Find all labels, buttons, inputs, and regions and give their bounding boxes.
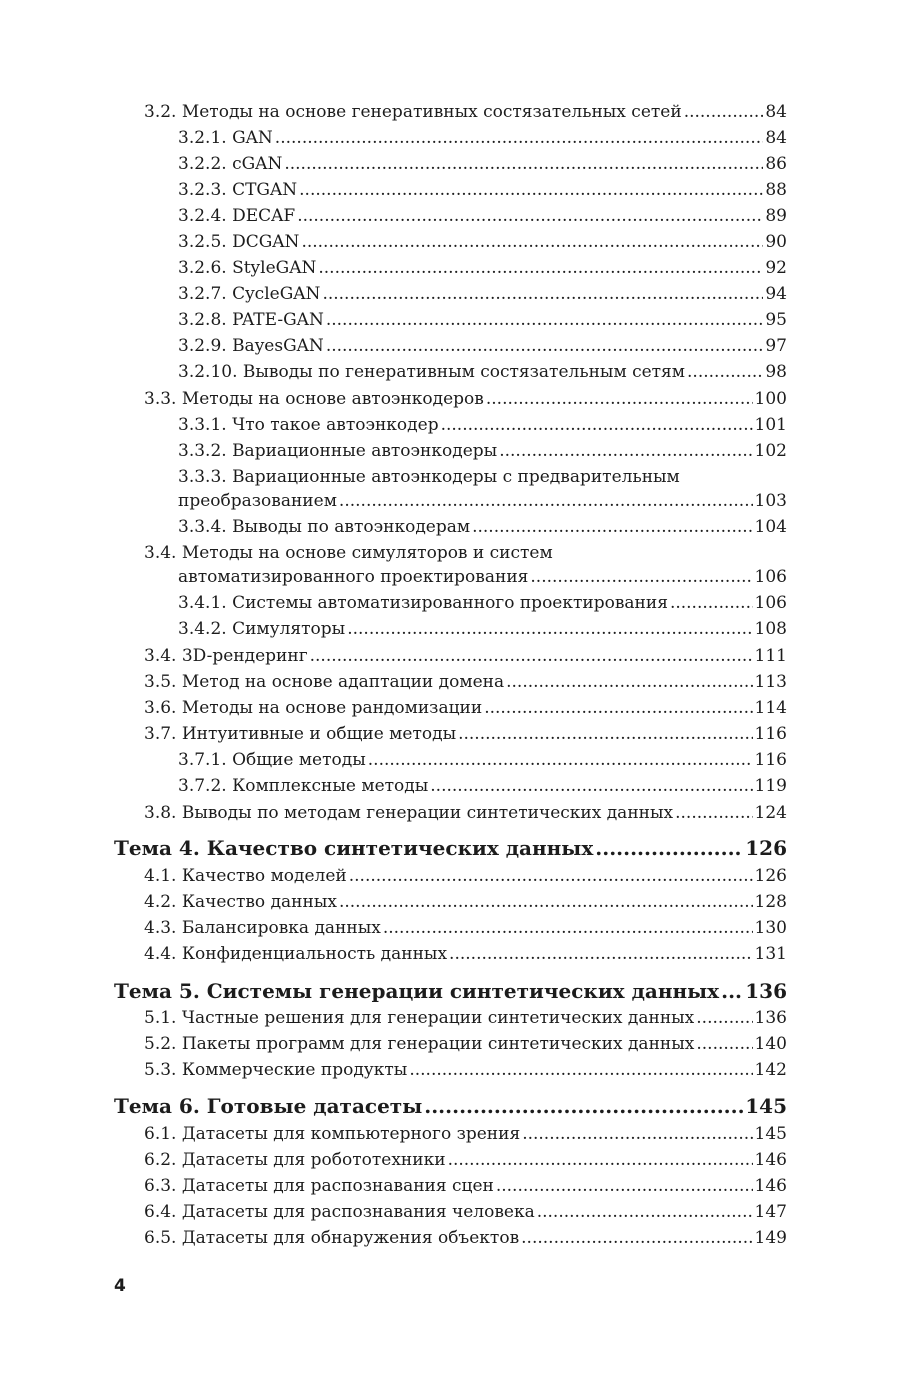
- dot-leader: [275, 126, 764, 150]
- toc-entry-3-3-3-line1: 3.3.3. Вариационные автоэнкодеры с предварительным: [178, 467, 680, 487]
- dot-leader: [522, 1122, 752, 1146]
- toc-topic-6[interactable]: [114, 1093, 787, 1119]
- toc-label: 3.2.6. StyleGAN: [178, 258, 317, 278]
- toc-label: 3.7.1. Общие методы: [178, 750, 366, 770]
- toc-entry-3-3[interactable]: [144, 387, 787, 411]
- toc-entry-3-2-9[interactable]: [178, 334, 787, 358]
- toc-label: 4.4. Конфиденциальность данных: [144, 944, 448, 964]
- toc-label: 3.4. 3D-рендеринг: [144, 646, 308, 666]
- toc-entry-3-2-6[interactable]: [178, 256, 787, 280]
- toc-page: 101: [754, 415, 787, 435]
- toc-label: 3.5. Метод на основе адаптации домена: [144, 672, 505, 692]
- dot-leader: [486, 387, 753, 411]
- toc-entry-3-2-5[interactable]: [178, 230, 787, 254]
- toc-entry-3-2-7[interactable]: [178, 282, 787, 306]
- toc-entry-6-5[interactable]: [144, 1226, 787, 1250]
- toc-page: 136: [745, 979, 787, 1003]
- toc-label: 3.8. Выводы по методам генерации синтетических данных: [144, 803, 674, 823]
- dot-leader: [368, 748, 753, 772]
- toc-page: 147: [754, 1202, 787, 1222]
- toc-label: 6.4. Датасеты для распознавания человека: [144, 1202, 535, 1222]
- toc-label: 3.2.3. CTGAN: [178, 180, 298, 200]
- toc-entry-3-2-8[interactable]: [178, 308, 787, 332]
- toc-label: 4.2. Качество данных: [144, 892, 337, 912]
- toc-entry-3-5[interactable]: [144, 670, 787, 694]
- toc-entry-6-4[interactable]: [144, 1200, 787, 1224]
- dot-leader: [409, 1058, 752, 1082]
- toc-entry-3-7-1[interactable]: [178, 748, 787, 772]
- toc-entry-5-2[interactable]: [144, 1032, 787, 1056]
- dot-leader: [670, 591, 753, 615]
- toc-entry-3-2[interactable]: [144, 100, 787, 124]
- toc-entry-5-3[interactable]: [144, 1058, 787, 1082]
- toc-label: 3.2.10. Выводы по генеративным состязательным сетям: [178, 362, 686, 382]
- toc-entry-3-2-2[interactable]: [178, 152, 787, 176]
- toc-label: 3.3.2. Вариационные автоэнкодеры: [178, 441, 498, 461]
- toc-entry-3-2-4[interactable]: [178, 204, 787, 228]
- toc-label: 3.2.1. GAN: [178, 128, 273, 148]
- dot-leader: [687, 360, 763, 384]
- page-number: 4: [114, 1276, 126, 1296]
- toc-label: Тема 4. Качество синтетических данных: [114, 836, 594, 860]
- toc-entry-3-7-2[interactable]: [178, 774, 787, 798]
- toc-page: 126: [754, 866, 787, 886]
- dot-leader: [347, 617, 752, 641]
- dot-leader: [310, 644, 753, 668]
- toc-label: 3.7. Интуитивные и общие методы: [144, 724, 457, 744]
- toc-label: 6.3. Датасеты для распознавания сцен: [144, 1176, 494, 1196]
- toc-label: 6.1. Датасеты для компьютерного зрения: [144, 1124, 521, 1144]
- dot-leader: [430, 774, 752, 798]
- dot-leader: [472, 515, 752, 539]
- dot-leader: [339, 890, 753, 914]
- toc-label: 6.2. Датасеты для робототехники: [144, 1150, 446, 1170]
- toc-entry-3-2-10[interactable]: [178, 360, 787, 384]
- toc-entry-4-4[interactable]: [144, 942, 787, 966]
- toc-label: 5.3. Коммерческие продукты: [144, 1060, 408, 1080]
- toc-label: 3.2.2. cGAN: [178, 154, 283, 174]
- toc-entry-4-2[interactable]: [144, 890, 787, 914]
- toc-page: 113: [754, 672, 787, 692]
- toc-page: 86: [765, 154, 787, 174]
- dot-leader: [675, 801, 752, 825]
- toc-page: 104: [754, 517, 787, 537]
- toc-page: 146: [754, 1176, 787, 1196]
- toc-page: 90: [765, 232, 787, 252]
- toc-label: Тема 6. Готовые датасеты: [114, 1094, 423, 1118]
- toc-label: 6.5. Датасеты для обнаружения объектов: [144, 1228, 520, 1248]
- dot-leader: [684, 100, 764, 124]
- toc-label: Тема 5. Системы генерации синтетических данных: [114, 979, 720, 1003]
- toc-entry-3-2-3[interactable]: [178, 178, 787, 202]
- dot-leader: [326, 308, 764, 332]
- toc-label: 3.2. Методы на основе генеративных состязательных сетей: [144, 102, 682, 122]
- toc-label: 3.2.7. CycleGAN: [178, 284, 321, 304]
- dot-leader: [449, 942, 753, 966]
- toc-entry-3-4b[interactable]: [144, 644, 787, 668]
- toc-label: преобразованием: [178, 491, 337, 511]
- dot-leader: [448, 1148, 753, 1172]
- toc-page: 116: [754, 750, 787, 770]
- toc-page: 92: [765, 258, 787, 278]
- toc-page: 108: [754, 619, 787, 639]
- toc-page: 124: [754, 803, 787, 823]
- toc-label: 3.2.8. PATE-GAN: [178, 310, 324, 330]
- toc-entry-3-2-1[interactable]: [178, 126, 787, 150]
- toc-page: 146: [754, 1150, 787, 1170]
- dot-leader: [484, 696, 752, 720]
- toc-topic-5[interactable]: [114, 978, 787, 1004]
- toc-page: 97: [765, 336, 787, 356]
- toc-entry-3-4a[interactable]: [178, 565, 787, 589]
- dot-leader: [496, 1174, 753, 1198]
- toc-label: 5.2. Пакеты программ для генерации синтетических данных: [144, 1034, 695, 1054]
- toc-page: 102: [754, 441, 787, 461]
- dot-leader: [284, 152, 763, 176]
- toc-page: 100: [754, 389, 787, 409]
- toc-entry-3-3-1[interactable]: [178, 413, 787, 437]
- dot-leader: [458, 722, 752, 746]
- toc-entry-3-4a-line1: 3.4. Методы на основе симуляторов и систем: [144, 543, 553, 563]
- toc-page: 140: [754, 1034, 787, 1054]
- toc-page: 111: [754, 646, 787, 666]
- toc-label: 3.6. Методы на основе рандомизации: [144, 698, 483, 718]
- toc-topic-4[interactable]: [114, 835, 787, 861]
- toc-label: 3.3.4. Выводы по автоэнкодерам: [178, 517, 471, 537]
- dot-leader: [301, 230, 763, 254]
- toc-page: 94: [765, 284, 787, 304]
- dot-leader: [506, 670, 752, 694]
- toc-page: 116: [754, 724, 787, 744]
- dot-leader: [383, 916, 753, 940]
- dot-leader: [499, 439, 752, 463]
- dot-leader: [322, 282, 763, 306]
- dot-leader: [326, 334, 764, 358]
- toc-page: 88: [765, 180, 787, 200]
- toc-entry-3-4-1[interactable]: [178, 591, 787, 615]
- toc-label: 3.3. Методы на основе автоэнкодеров: [144, 389, 484, 409]
- toc-entry-3-4-2[interactable]: [178, 617, 787, 641]
- toc-page: 142: [754, 1060, 787, 1080]
- toc-label: 3.4.2. Симуляторы: [178, 619, 346, 639]
- toc-page: 84: [765, 128, 787, 148]
- toc-label: 3.2.5. DCGAN: [178, 232, 300, 252]
- toc-label: автоматизированного проектирования: [178, 567, 529, 587]
- toc-entry-3-7[interactable]: [144, 722, 787, 746]
- toc-label: 3.2.9. BayesGAN: [178, 336, 324, 356]
- toc-entry-5-1[interactable]: [144, 1006, 787, 1030]
- toc-entry-3-6[interactable]: [144, 696, 787, 720]
- dot-leader: [297, 204, 763, 228]
- toc-label: 4.3. Балансировка данных: [144, 918, 381, 938]
- dot-leader: [441, 413, 753, 437]
- toc-page: 114: [754, 698, 787, 718]
- toc-page: 145: [745, 1094, 787, 1118]
- toc-page: 131: [754, 944, 787, 964]
- toc-page: 106: [754, 567, 787, 587]
- toc-page: 126: [745, 836, 787, 860]
- dot-leader: [299, 178, 763, 202]
- dot-leader: [530, 565, 752, 589]
- toc-entry-4-3[interactable]: [144, 916, 787, 940]
- toc-page: 136: [754, 1008, 787, 1028]
- toc-entry-3-3-3[interactable]: [178, 489, 787, 513]
- toc-entry-3-8[interactable]: [144, 801, 787, 825]
- toc-entry-6-1[interactable]: [144, 1122, 787, 1146]
- dot-leader: [595, 835, 743, 861]
- dot-leader: [696, 1006, 752, 1030]
- dot-leader: [318, 256, 763, 280]
- toc-entry-3-3-2[interactable]: [178, 439, 787, 463]
- dot-leader: [349, 864, 753, 888]
- toc-label: 3.2.4. DECAF: [178, 206, 296, 226]
- toc-entry-6-3[interactable]: [144, 1174, 787, 1198]
- dot-leader: [696, 1032, 752, 1056]
- toc-label: 5.1. Частные решения для генерации синтетических данных: [144, 1008, 695, 1028]
- toc-entry-3-3-4[interactable]: [178, 515, 787, 539]
- toc-label: 3.3.1. Что такое автоэнкодер: [178, 415, 439, 435]
- toc-entry-6-2[interactable]: [144, 1148, 787, 1172]
- toc-page: 95: [765, 310, 787, 330]
- dot-leader: [537, 1200, 753, 1224]
- toc-page: 130: [754, 918, 787, 938]
- toc-page: 103: [754, 491, 787, 511]
- toc-label: 3.4.1. Системы автоматизированного проектирования: [178, 593, 668, 613]
- toc-entry-4-1[interactable]: [144, 864, 787, 888]
- toc-page: 119: [754, 776, 787, 796]
- toc-page: 149: [754, 1228, 787, 1248]
- dot-leader: [521, 1226, 752, 1250]
- dot-leader: [424, 1093, 743, 1119]
- toc-page: 145: [754, 1124, 787, 1144]
- dot-leader: [339, 489, 753, 513]
- toc-page: 89: [765, 206, 787, 226]
- toc-label: 4.1. Качество моделей: [144, 866, 347, 886]
- dot-leader: [721, 978, 743, 1004]
- toc-label: 3.7.2. Комплексные методы: [178, 776, 429, 796]
- toc-page: 128: [754, 892, 787, 912]
- toc-page: 84: [765, 102, 787, 122]
- toc-page: 98: [765, 362, 787, 382]
- toc-page: 106: [754, 593, 787, 613]
